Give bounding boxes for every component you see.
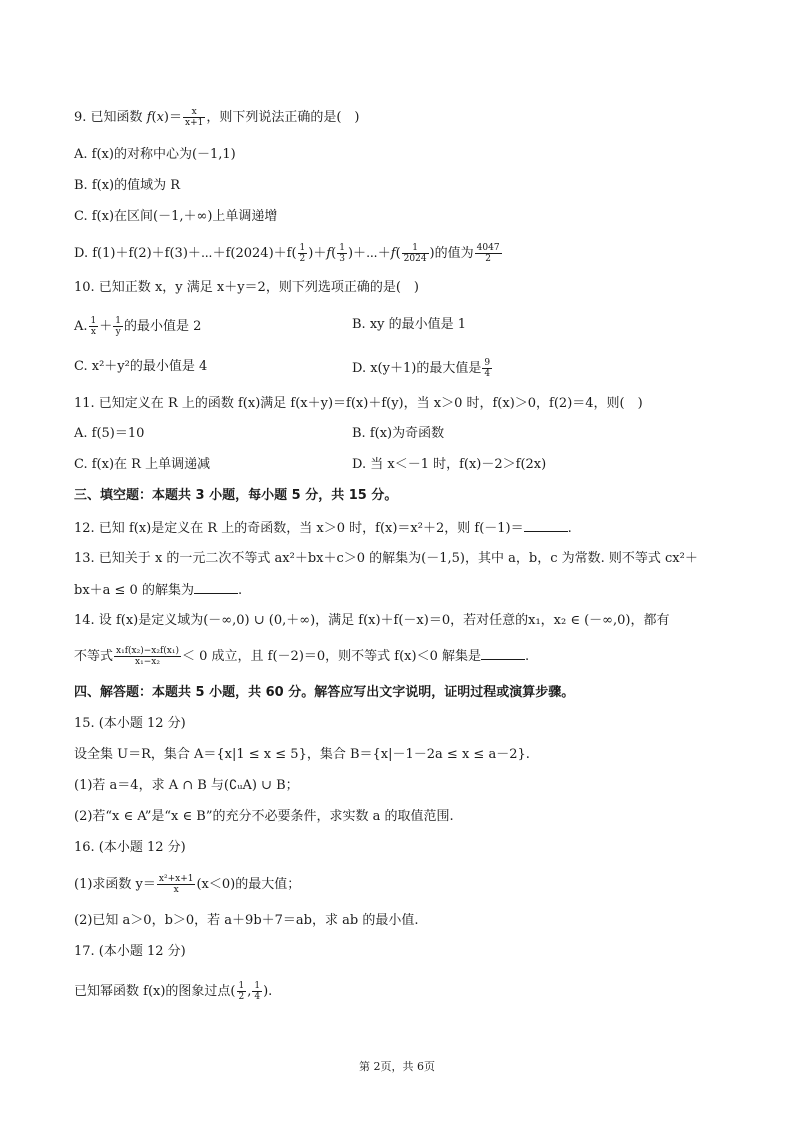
q14-prefix: 不等式 — [74, 649, 114, 664]
q9-option-b: B. f(x)的值域为 R — [74, 178, 181, 193]
q11-option-c: C. f(x)在 R 上单调递减 — [74, 457, 211, 472]
q12-answer-blank — [524, 519, 568, 532]
frac-numerator: 9 — [484, 358, 491, 368]
q15-part2: (2)若“x ∈ A”是“x ∈ B”的充分不必要条件，求实数 a 的取值范围. — [74, 809, 454, 824]
q12: 12. 已知 f(x)是定义在 R 上的奇函数，当 x＞0 时，f(x)＝x²＋2，则 f(－1)＝ . — [74, 521, 572, 536]
q16-part2: (2)已知 a＞0，b＞0，若 a＋9b＋7＝ab，求 ab 的最小值. — [74, 913, 419, 928]
q16-p1-prefix: (1)求函数 y＝ — [74, 877, 156, 892]
q12-text: 12. 已知 f(x)是定义在 R 上的奇函数，当 x＞0 时，f(x)＝x²＋2，则 f(－1)＝ — [74, 521, 524, 536]
q9-stem-suffix: ，则下列说法正确的是( ) — [206, 110, 360, 125]
q9-fraction — [183, 107, 205, 128]
q15-title: 15. (本小题 12 分) — [74, 716, 186, 731]
frac-numerator: x₁f(x₂)−x₂f(x₁) — [116, 646, 179, 656]
frac-numerator: 1 — [254, 981, 261, 991]
frac-1-y — [113, 316, 123, 337]
q14-line1: 14. 设 f(x)是定义域为(－∞,0) ∪ (0,＋∞)，满足 f(x)＋f(－x)＝0，若对任意的x₁，x₂ ∈ (－∞,0)，都有 — [74, 613, 670, 628]
q15-stem: 设全集 U＝R，集合 A＝{x|1 ≤ x ≤ 5}，集合 B＝{x|－1－2a ≤ x ≤ a－2}. — [74, 747, 530, 762]
frac-numerator: x — [183, 107, 205, 118]
q13-text: bx＋a ≤ 0 的解集为 — [74, 583, 194, 598]
frac-numerator: 1 — [238, 981, 245, 991]
frac-point-y — [252, 981, 262, 1002]
frac-9-4 — [482, 358, 492, 379]
q13-line2: bx＋a ≤ 0 的解集为 . — [74, 583, 243, 598]
frac-denominator: x+1 — [185, 118, 204, 128]
q15-part1: (1)若 a＝4，求 A ∩ B 与(∁ᵤA) ∪ B； — [74, 778, 299, 793]
frac-numerator: x²+x+1 — [158, 874, 194, 884]
frac-numerator: 1 — [339, 243, 345, 253]
q10-option-d — [352, 358, 734, 379]
frac-half — [298, 243, 308, 264]
q9-d-suffix: 的值为 — [434, 246, 474, 261]
frac-denominator: 2 — [238, 992, 245, 1002]
q10-option-c: C. x²＋y²的最小值是 4 — [74, 359, 208, 374]
q9-option-d: D. f(1)＋f(2)＋f(3)＋⋯＋f(2024)＋f( $\frac{1}{2}$ )＋f( $\frac{1}{3}$ )＋⋯＋f( $\frac{1}{2024}$ )的值为 $\frac{4047}{2}$ — [74, 243, 500, 264]
frac-numerator: 1 — [299, 243, 306, 253]
q17-title: 17. (本小题 12 分) — [74, 944, 186, 959]
q16-title: 16. (本小题 12 分) — [74, 840, 186, 855]
q14-answer-blank — [481, 647, 525, 660]
frac-numerator: 4047 — [476, 243, 500, 253]
q13-answer-blank — [194, 581, 238, 594]
q9-option-c: C. f(x)在区间(－1,＋∞)上单调递增 — [74, 209, 278, 224]
q14-line2: 不等式 $\frac{\text{x₁f(x₂)−x₂f(x₁)}}{\text{x₁−x₂}}$ ＜ 0 成立，且 f(－2)＝0，则不等式 f(x)＜0 解集是 . — [74, 646, 530, 667]
q17-suffix: ). — [263, 984, 273, 999]
q10-d-prefix: D. x(y＋1)的最大值是 — [352, 361, 482, 376]
page-footer: 第 2页，共 6页 — [359, 1060, 435, 1073]
q10-option-b: B. xy 的最小值是 1 — [352, 317, 467, 332]
frac-1-x — [89, 316, 99, 337]
q9-d-prefix: D. f(1)＋f(2)＋f(3)＋⋯＋f(2024)＋f( — [74, 246, 297, 261]
frac-denominator: x — [90, 327, 96, 337]
frac-numerator: 1 — [115, 316, 122, 326]
frac-denominator: 4 — [254, 992, 261, 1002]
frac-numerator: 1 — [90, 316, 97, 326]
q17-prefix: 已知幂函数 f(x)的图象过点( — [74, 984, 236, 999]
frac-denominator: x — [173, 885, 179, 895]
q11-stem: 11. 已知定义在 R 上的函数 f(x)满足 f(x＋y)＝f(x)＋f(y)，当 x＞0 时，f(x)＞0，f(2)＝4，则( ) — [74, 396, 643, 411]
q11-option-d: D. 当 x＜－1 时，f(x)－2＞f(2x) — [352, 457, 547, 472]
frac-2024 — [402, 243, 429, 264]
q11-option-b: B. f(x)为奇函数 — [352, 426, 445, 441]
q16-fraction — [157, 874, 196, 895]
section-4-heading: 四、解答题：本题共 5 小题，共 60 分。解答应写出文字说明，证明过程或演算步骤。 — [74, 685, 575, 700]
section-3-heading: 三、填空题：本题共 3 小题，每小题 5 分，共 15 分。 — [74, 488, 398, 503]
frac-denominator: 4 — [484, 369, 491, 379]
frac-denominator: 3 — [339, 254, 345, 264]
q9-option-a: A. f(x)的对称中心为(－1,1) — [74, 147, 236, 162]
q10-option-a: A. $\frac{1}{x}$ ＋ $\frac{1}{y}$ 的最小值是 2 — [74, 316, 202, 337]
q9-stem: 9. 已知函数 f(x)＝ $\frac{x}{x+1}$ ，则下列说法正确的是( ) — [74, 107, 360, 128]
frac-numerator: 1 — [402, 243, 429, 254]
q16-p1-suffix: (x＜0)的最大值； — [196, 877, 301, 892]
q10-a-suffix: 的最小值是 2 — [124, 319, 202, 334]
q14-fraction — [114, 646, 181, 667]
q16-part1 — [74, 874, 734, 895]
frac-denominator: 2 — [485, 254, 491, 264]
frac-third — [337, 243, 347, 264]
q14-suffix: ＜ 0 成立，且 f(－2)＝0，则不等式 f(x)＜0 解集是 — [182, 649, 481, 664]
frac-point-x — [237, 981, 247, 1002]
frac-denominator: x₁−x₂ — [135, 657, 160, 667]
q17-stem: 已知幂函数 f(x)的图象过点( $\frac{1}{2}$ , $\frac{1}{4}$ ). — [74, 981, 273, 1002]
q10-stem: 10. 已知正数 x，y 满足 x＋y＝2，则下列选项正确的是( ) — [74, 280, 419, 295]
frac-denominator: 2024 — [403, 254, 427, 264]
q13-line1: 13. 已知关于 x 的一元二次不等式 ax²＋bx＋c＞0 的解集为(－1,5)，其中 a，b，c 为常数. 则不等式 cx²＋ — [74, 551, 698, 566]
q11-option-a: A. f(5)＝10 — [74, 426, 145, 441]
frac-denominator: y — [115, 327, 121, 337]
frac-denominator: 2 — [299, 254, 306, 264]
frac-4047-2 — [475, 243, 502, 264]
q9-stem-prefix: 9. 已知函数 — [74, 110, 143, 125]
